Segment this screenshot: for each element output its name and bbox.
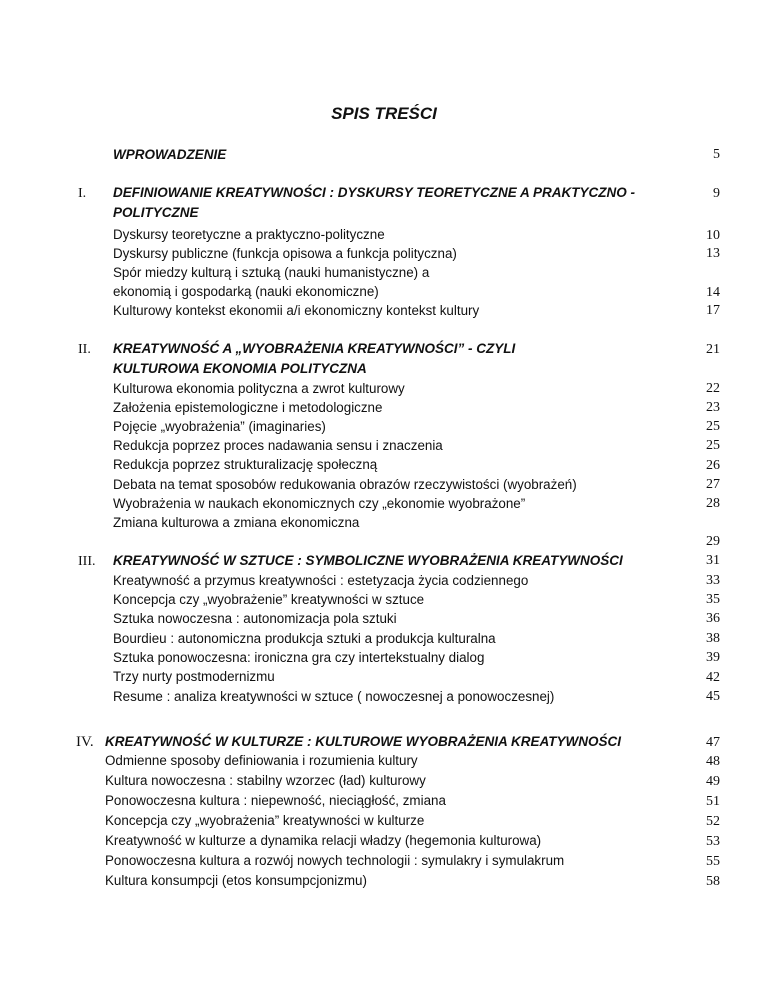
toc-item: Wyobrażenia w naukach ekonomicznych czy „ekonomie wyobrażone” (113, 496, 526, 511)
toc-item-page: 51 (706, 794, 720, 809)
section-3-numeral: III. (78, 554, 96, 569)
toc-item: ekonomią i gospodarką (nauki ekonomiczne) (113, 284, 379, 299)
section-1-numeral: I. (78, 186, 87, 201)
toc-item: Trzy nurty postmodernizmu (113, 669, 275, 684)
toc-item: Ponowoczesna kultura : niepewność, nieciągłość, zmiana (105, 793, 446, 808)
toc-item-page: 39 (706, 650, 720, 665)
section-1-heading-line2: POLITYCZNE (113, 205, 199, 220)
toc-item-page: 23 (706, 400, 720, 415)
section-4-heading: KREATYWNOŚĆ W KULTURZE : KULTUROWE WYOBRAŻENIA KREATYWNOŚCI (105, 734, 621, 749)
toc-item: Odmienne sposoby definiowania i rozumienia kultury (105, 753, 418, 768)
toc-item: Kulturowy kontekst ekonomii a/i ekonomiczny kontekst kultury (113, 303, 480, 318)
toc-item-page: 55 (706, 854, 720, 869)
toc-item: Kulturowa ekonomia polityczna a zwrot kulturowy (113, 381, 405, 396)
toc-item-page: 13 (706, 246, 720, 261)
section-2-heading-line1: KREATYWNOŚĆ A „WYOBRAŻENIA KREATYWNOŚCI” - CZYLI (113, 341, 516, 356)
section-2-page: 21 (706, 342, 720, 357)
toc-item-page: 25 (706, 438, 720, 453)
toc-item-page: 17 (706, 303, 720, 318)
toc-item-page: 10 (706, 228, 720, 243)
toc-item: Redukcja poprzez proces nadawania sensu i znaczenia (113, 438, 443, 453)
toc-item: Pojęcie „wyobrażenia” (imaginaries) (113, 419, 326, 434)
toc-item-page: 53 (706, 834, 720, 849)
page-title: SPIS TREŚCI (331, 104, 437, 123)
section-3-heading: KREATYWNOŚĆ W SZTUCE : SYMBOLICZNE WYOBRAŻENIA KREATYWNOŚCI (113, 553, 623, 568)
toc-item-page: 48 (706, 754, 720, 769)
toc-item-page: 36 (706, 611, 720, 626)
toc-item-page: 29 (706, 534, 720, 549)
intro-page: 5 (713, 147, 720, 162)
toc-item: Zmiana kulturowa a zmiana ekonomiczna (113, 515, 360, 530)
toc-item: Dyskursy teoretyczne a praktyczno-polityczne (113, 227, 385, 242)
toc-item: Koncepcja czy „wyobrażenie” kreatywności w sztuce (113, 592, 425, 607)
section-1-page: 9 (713, 186, 720, 201)
toc-item-page: 45 (706, 689, 720, 704)
toc-item: Redukcja poprzez strukturalizację społeczną (113, 457, 378, 472)
toc-item-page: 27 (706, 477, 720, 492)
toc-item: Kultura nowoczesna : stabilny wzorzec (ład) kulturowy (105, 773, 426, 788)
toc-item-page: 49 (706, 774, 720, 789)
toc-item-page: 38 (706, 631, 720, 646)
toc-item: Resume : analiza kreatywności w sztuce ( nowoczesnej a ponowoczesnej) (113, 689, 555, 704)
toc-item: Bourdieu : autonomiczna produkcja sztuki a produkcja kulturalna (113, 631, 496, 646)
toc-item: Kreatywność w kulturze a dynamika relacji władzy (hegemonia kulturowa) (105, 833, 542, 848)
toc-item: Założenia epistemologiczne i metodologiczne (113, 400, 383, 415)
toc-item-page: 22 (706, 381, 720, 396)
toc-item-page: 26 (706, 458, 720, 473)
intro-heading: WPROWADZENIE (113, 147, 227, 162)
toc-item-page: 33 (706, 573, 720, 588)
toc-item-page: 52 (706, 814, 720, 829)
section-2-heading-line2: KULTUROWA EKONOMIA POLITYCZNA (113, 361, 367, 376)
section-4-numeral: IV. (76, 734, 94, 750)
toc-item: Sztuka nowoczesna : autonomizacja pola sztuki (113, 611, 397, 626)
toc-item: Spór miedzy kulturą i sztuką (nauki humanistyczne) a (113, 265, 430, 280)
toc-item: Kultura konsumpcji (etos konsumpcjonizmu) (105, 873, 367, 888)
toc-item-page: 35 (706, 592, 720, 607)
toc-item-page: 28 (706, 496, 720, 511)
toc-item-page: 14 (706, 285, 720, 300)
toc-item: Koncepcja czy „wyobrażenia” kreatywności w kulturze (105, 813, 425, 828)
section-1-heading-line1: DEFINIOWANIE KREATYWNOŚCI : DYSKURSY TEORETYCZNE A PRAKTYCZNO - (113, 185, 636, 200)
toc-item: Kreatywność a przymus kreatywności : estetyzacja życia codziennego (113, 573, 529, 588)
toc-item: Ponowoczesna kultura a rozwój nowych technologii : symulakry i symulakrum (105, 853, 565, 868)
toc-item-page: 25 (706, 419, 720, 434)
section-4-page: 47 (706, 735, 720, 750)
toc-item: Sztuka ponowoczesna: ironiczna gra czy intertekstualny dialog (113, 650, 485, 665)
toc-item: Debata na temat sposobów redukowania obrazów rzeczywistości (wyobrażeń) (113, 477, 577, 492)
toc-item-page: 58 (706, 874, 720, 889)
toc-item: Dyskursy publiczne (funkcja opisowa a funkcja polityczna) (113, 246, 457, 261)
section-2-numeral: II. (78, 342, 91, 357)
section-3-page: 31 (706, 553, 720, 568)
toc-item-page: 42 (706, 670, 720, 685)
